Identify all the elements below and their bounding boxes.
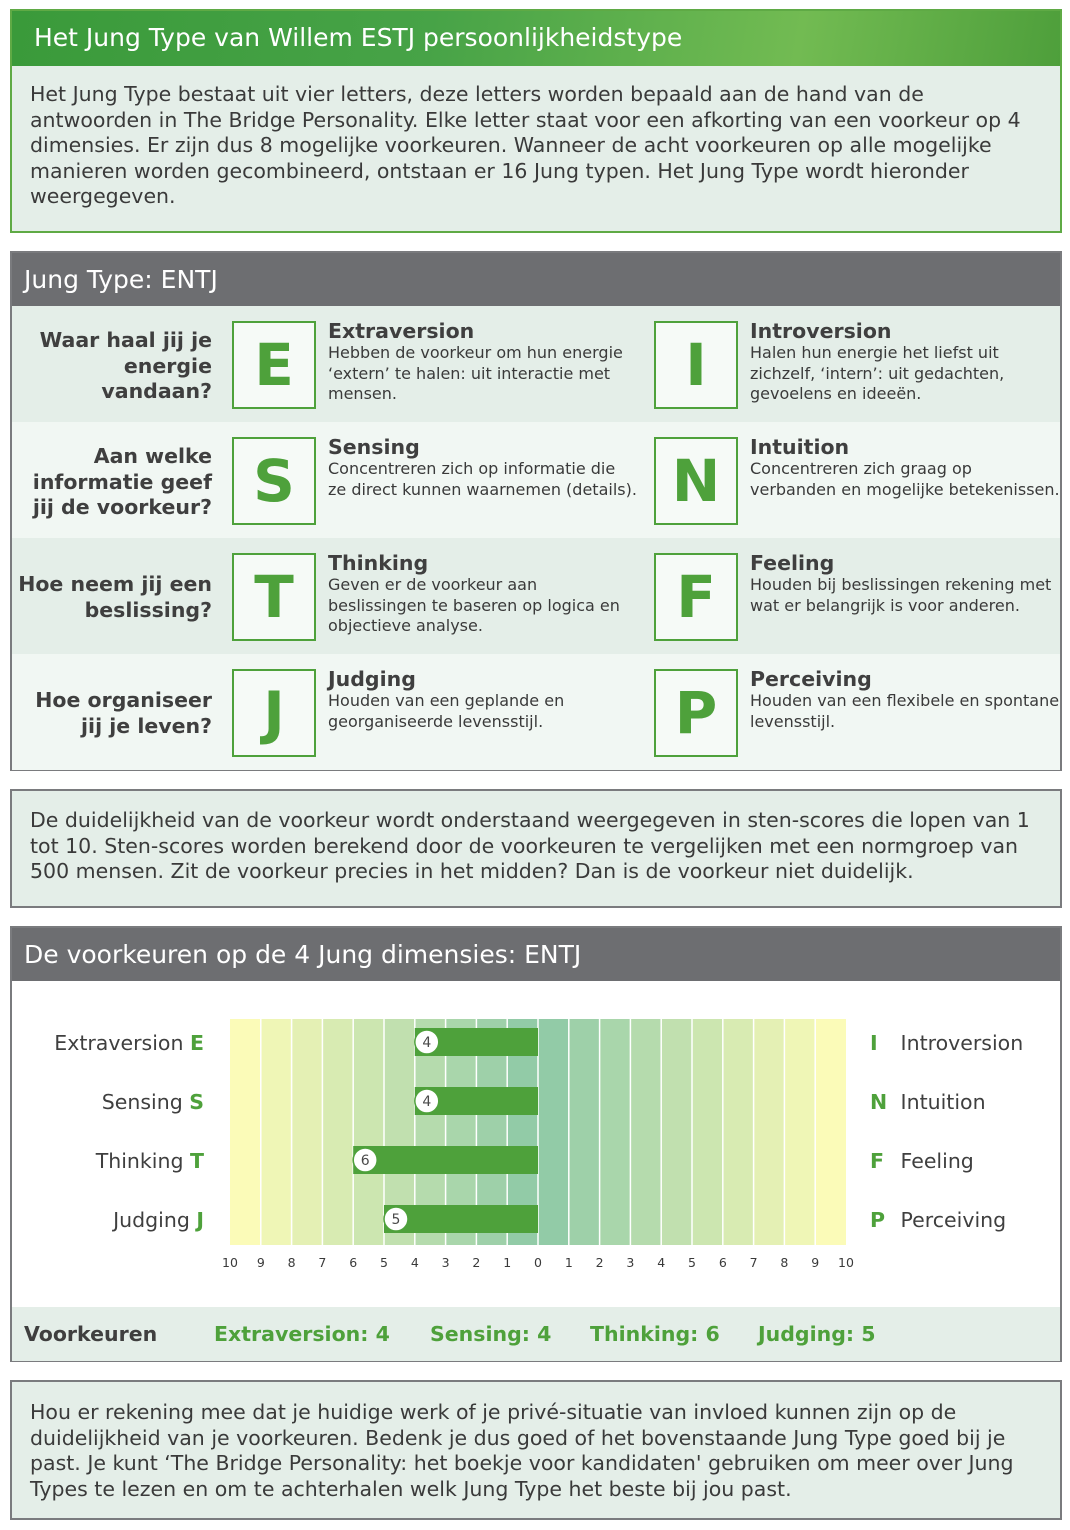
sten-tick-label: 7 xyxy=(749,1255,758,1270)
pref-desc: Halen hun energie het liefst uit zichzelf, ‘intern’: uit gedachten, gevoelens en ideeën. xyxy=(750,343,1005,403)
summary-extraversion: Extraversion: 4 xyxy=(214,1322,390,1346)
dim-label: Introversion xyxy=(900,1031,1024,1055)
pref-title: Introversion xyxy=(750,319,892,343)
pref-desc: Houden van een flexibele en spontane levensstijl. xyxy=(750,691,1060,731)
dim-letter: P xyxy=(870,1208,886,1232)
letter-box-f: F xyxy=(654,553,738,641)
dim-letter: N xyxy=(870,1090,888,1114)
sten-band xyxy=(538,1019,569,1245)
jung-row-information xyxy=(12,422,1060,538)
letter-box-e: E xyxy=(232,321,316,409)
sten-band xyxy=(261,1019,292,1245)
sten-band xyxy=(630,1019,661,1245)
sten-band xyxy=(600,1019,631,1245)
letter-box-n: N xyxy=(654,437,738,525)
sten-score-label: 4 xyxy=(422,1094,432,1110)
intro-title: Het Jung Type van Willem ESTJ persoonlijkheidstype xyxy=(12,11,1060,66)
dimensions-title: De voorkeuren op de 4 Jung dimensies: ENTJ xyxy=(12,928,1060,981)
intro-text: Het Jung Type bestaat uit vier letters, deze letters worden bepaald aan de hand van de antwoorden in The Bridge Personality. Elke letter staat voor een afkorting van een voorkeur op 4 dimensies. Er zijn dus 8 mogelijke voorkeuren. Wanneer de acht voorkeuren op alle mogelijke manieren worden gecombineerd, ontstaan er 16 Jung typen. Het Jung Type wordt hieronder weergegeven. xyxy=(30,82,1021,208)
letter-box-t: T xyxy=(232,553,316,641)
sten-bar xyxy=(353,1146,538,1174)
summary-judging: Judging: 5 xyxy=(758,1322,876,1346)
sten-score-label: 4 xyxy=(422,1035,432,1051)
sten-tick-label: 1 xyxy=(564,1255,573,1270)
sten-score-label: 6 xyxy=(360,1153,370,1169)
sten-band xyxy=(692,1019,723,1245)
question-organisation: Hoe organiseer jij je leven? xyxy=(35,688,212,738)
question-information: Aan welke informatie geef jij de voorkeur? xyxy=(32,444,212,519)
pref-desc: Hebben de voorkeur om hun energie ‘extern’ te halen: uit interactie met mensen. xyxy=(328,343,623,403)
pref-desc: Houden van een geplande en georganiseerde levensstijl. xyxy=(328,691,565,731)
question-energy: Waar haal jij je energie vandaan? xyxy=(39,328,212,403)
dim-letter: F xyxy=(870,1149,885,1173)
pref-judging xyxy=(328,667,638,732)
sten-tick-label: 7 xyxy=(318,1255,327,1270)
sten-band xyxy=(754,1019,785,1245)
dim-letter: S xyxy=(189,1090,204,1114)
letter-box-i: I xyxy=(654,321,738,409)
pref-title: Thinking xyxy=(328,551,429,575)
letter-box-p: P xyxy=(654,669,738,757)
closing-text: Hou er rekening mee dat je huidige werk of je privé-situatie van invloed kunnen zijn op de duidelijkheid van je voorkeuren. Bedenk je dus goed of het bovenstaande Jung Type goed bij je past. Je kunt ‘The Bridge Personality: het boekje voor kandidaten' gebruiken om meer over Jung Types te lezen en om te achterhalen welk Jung Type het beste bij jou past. xyxy=(30,1400,1014,1501)
sten-tick-label: 1 xyxy=(503,1255,512,1270)
letter-box-s: S xyxy=(232,437,316,525)
sten-score-label: 5 xyxy=(391,1212,401,1228)
sten-band xyxy=(815,1019,846,1245)
pref-introversion xyxy=(750,319,1060,405)
sten-tick-label: 0 xyxy=(534,1255,542,1270)
pref-desc: Houden bij beslissingen rekening met wat er belangrijk is voor anderen. xyxy=(750,575,1052,615)
sten-tick-label: 5 xyxy=(380,1255,388,1270)
closing-panel xyxy=(10,1380,1062,1520)
pref-perceiving xyxy=(750,667,1060,732)
sten-tick-label: 6 xyxy=(349,1255,358,1270)
dim-label: Perceiving xyxy=(900,1208,1007,1232)
summary-sensing: Sensing: 4 xyxy=(430,1322,552,1346)
preferences-summary xyxy=(12,1307,1060,1361)
pref-title: Perceiving xyxy=(750,667,872,691)
jung-type-title: Jung Type: ENTJ xyxy=(12,253,1060,306)
sten-band xyxy=(322,1019,353,1245)
pref-feeling xyxy=(750,551,1060,616)
sten-band xyxy=(784,1019,815,1245)
pref-intuition xyxy=(750,435,1060,500)
sten-tick-label: 3 xyxy=(626,1255,635,1270)
pref-title: Feeling xyxy=(750,551,835,575)
sten-info-text: De duidelijkheid van de voorkeur wordt onderstaand weergegeven in sten-scores die lopen van 1 tot 10. Sten-scores worden berekend door de voorkeuren te vergelijken met een normgroep van 500 mensen. Zit de voorkeur precies in het midden? Dan is de voorkeur niet duidelijk. xyxy=(30,808,1030,883)
jung-row-energy xyxy=(12,306,1060,422)
dim-letter: T xyxy=(190,1149,204,1173)
sten-tick-label: 8 xyxy=(780,1255,789,1270)
sten-band xyxy=(353,1019,384,1245)
dimensions-chart-area xyxy=(12,981,1060,1307)
pref-title: Judging xyxy=(328,667,416,691)
summary-thinking: Thinking: 6 xyxy=(590,1322,720,1346)
sten-tick-label: 3 xyxy=(441,1255,450,1270)
pref-desc: Concentreren zich op informatie die ze direct kunnen waarnemen (details). xyxy=(328,459,637,499)
pref-sensing xyxy=(328,435,638,500)
intro-panel xyxy=(10,9,1062,233)
pref-title: Extraversion xyxy=(328,319,475,343)
question-decision: Hoe neem jij een beslissing? xyxy=(18,572,212,622)
sten-tick-label: 10 xyxy=(222,1255,238,1270)
dim-letter: J xyxy=(196,1208,204,1232)
sten-chart xyxy=(12,981,1060,1307)
sten-tick-label: 8 xyxy=(287,1255,296,1270)
sten-band xyxy=(723,1019,754,1245)
sten-tick-label: 4 xyxy=(410,1255,419,1270)
pref-thinking xyxy=(328,551,638,637)
dim-letter: I xyxy=(870,1031,878,1055)
sten-info-panel xyxy=(10,789,1062,908)
sten-band xyxy=(569,1019,600,1245)
sten-tick-label: 9 xyxy=(811,1255,820,1270)
dim-label: Feeling xyxy=(900,1149,974,1173)
dim-label: Judging xyxy=(113,1208,190,1232)
dimensions-panel xyxy=(10,926,1062,1362)
pref-title: Intuition xyxy=(750,435,850,459)
dim-label: Intuition xyxy=(900,1090,986,1114)
sten-tick-label: 6 xyxy=(718,1255,727,1270)
pref-extraversion xyxy=(328,319,638,405)
jung-row-organisation xyxy=(12,654,1060,770)
sten-band xyxy=(230,1019,261,1245)
dim-letter: E xyxy=(189,1031,204,1055)
dim-label: Extraversion xyxy=(54,1031,184,1055)
dim-label: Thinking xyxy=(95,1149,184,1173)
sten-tick-label: 2 xyxy=(595,1255,604,1270)
summary-label: Voorkeuren xyxy=(24,1322,158,1346)
sten-tick-label: 9 xyxy=(256,1255,265,1270)
pref-title: Sensing xyxy=(328,435,420,459)
jung-row-decision xyxy=(12,538,1060,654)
sten-tick-label: 4 xyxy=(657,1255,666,1270)
sten-tick-label: 2 xyxy=(472,1255,481,1270)
dim-label: Sensing xyxy=(101,1090,183,1114)
jung-type-rows xyxy=(12,306,1060,770)
pref-desc: Geven er de voorkeur aan beslissingen te baseren op logica en objectieve analyse. xyxy=(328,575,620,635)
letter-box-j: J xyxy=(232,669,316,757)
sten-tick-label: 5 xyxy=(688,1255,696,1270)
jung-type-panel xyxy=(10,251,1062,771)
pref-desc: Concentreren zich graag op verbanden en mogelijke betekenissen. xyxy=(750,459,1060,499)
sten-band xyxy=(661,1019,692,1245)
sten-band xyxy=(292,1019,323,1245)
sten-tick-label: 10 xyxy=(838,1255,854,1270)
